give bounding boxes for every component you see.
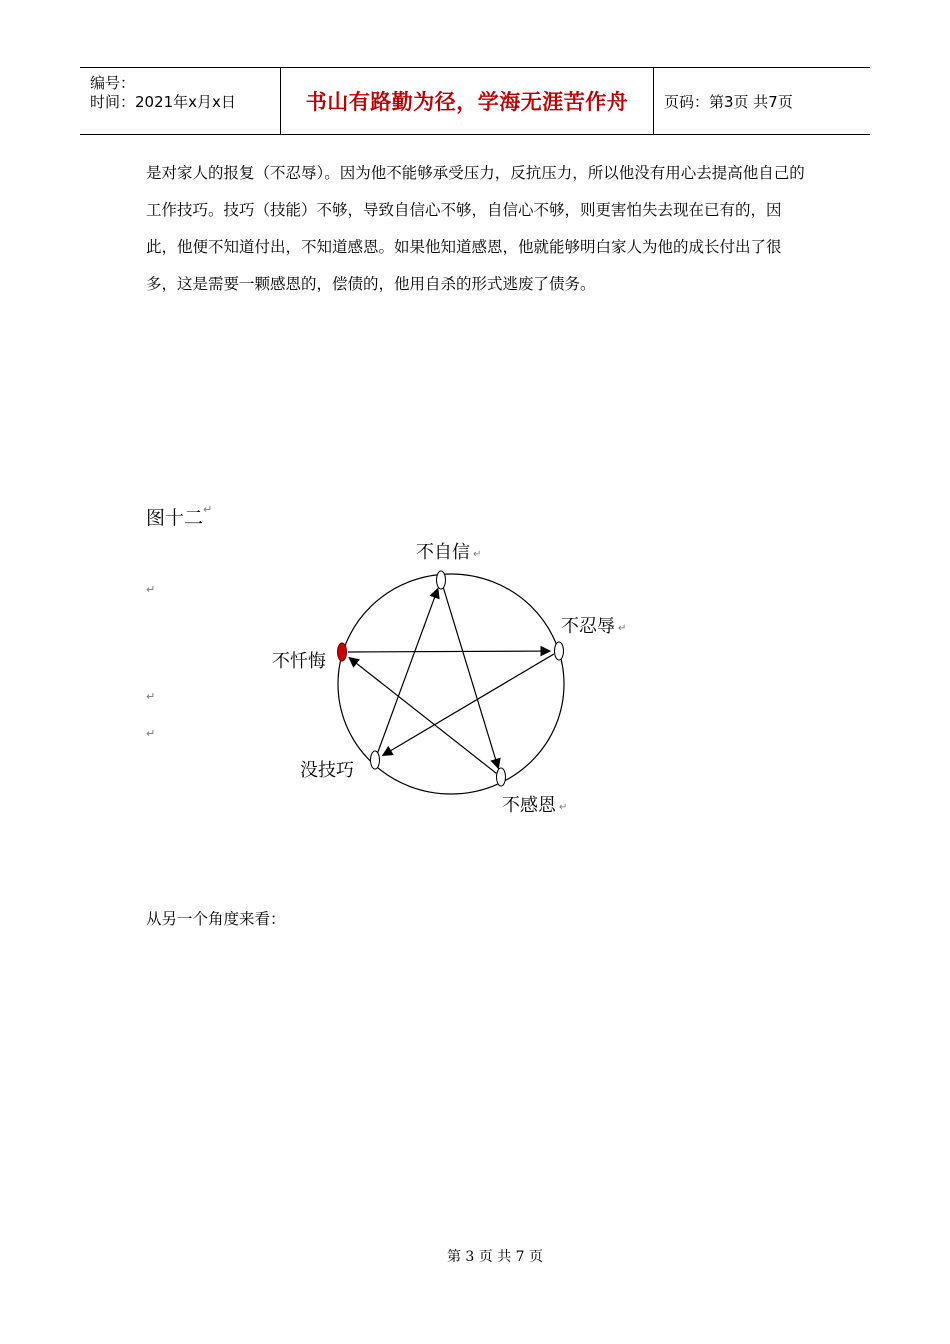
return-mark-icon: ↵ <box>559 802 568 813</box>
diagram-labels <box>272 542 626 816</box>
diagram-node-bottom_right <box>497 768 506 786</box>
return-mark-icon: ↵ <box>618 623 627 634</box>
return-mark-icon: ↵ <box>146 583 156 596</box>
return-mark-icon: ↵ <box>146 727 156 740</box>
figure-title-text: 图十二 <box>146 507 204 529</box>
diagram-node-left <box>338 643 347 661</box>
diagram-nodes <box>338 571 564 786</box>
diagram-arrow-top-to-bottom_right <box>443 586 499 769</box>
header-page-info: 页码：第3页 共7页 <box>664 92 793 111</box>
time-label: 时间：2021年x月x日 <box>90 93 236 111</box>
diagram-arrow-bottom_left-to-top <box>377 588 438 754</box>
diagram-arrow-left-to-right <box>348 651 550 652</box>
diagram-node-top <box>437 571 446 589</box>
return-mark-icon: ↵ <box>203 503 213 516</box>
diagram-node-bottom_left <box>371 751 380 769</box>
diagram-label-top: 不自信 <box>416 542 470 563</box>
diagram-label-right: 不忍辱 <box>561 616 615 637</box>
page-footer: 第 3 页 共 7 页 <box>446 1249 544 1265</box>
diagram-label-bottom_right: 不感恩 <box>502 795 556 816</box>
return-mark-icon: ↵ <box>473 549 482 560</box>
diagram-label-bottom_left: 没技巧 <box>300 760 354 781</box>
diagram-edges <box>348 586 554 774</box>
diagram-label-left: 不忏悔 <box>272 651 326 672</box>
body-paragraph: 是对家人的报复（不忍辱）。因为他不能够承受压力，反抗压力，所以他没有用心去提高他自己的工作技巧。技巧（技能）不够，导致自信心不够，自信心不够，则更害怕失去现在已有的，因此，他便不知道付出，不知道感恩。如果他知道感恩，他就能够明白家人为他的成长付出了很多，这是需要一颗感恩的，偿债的，他用自杀的形式逃废了债务。 <box>146 164 805 293</box>
return-mark-icon: ↵ <box>146 690 156 703</box>
header-motto: 书山有路勤为径，学海无涯苦作舟 <box>305 90 629 114</box>
another-angle-text: 从另一个角度来看： <box>146 910 286 928</box>
diagram-node-right <box>555 642 564 660</box>
serial-number-label: 编号： <box>90 74 136 92</box>
